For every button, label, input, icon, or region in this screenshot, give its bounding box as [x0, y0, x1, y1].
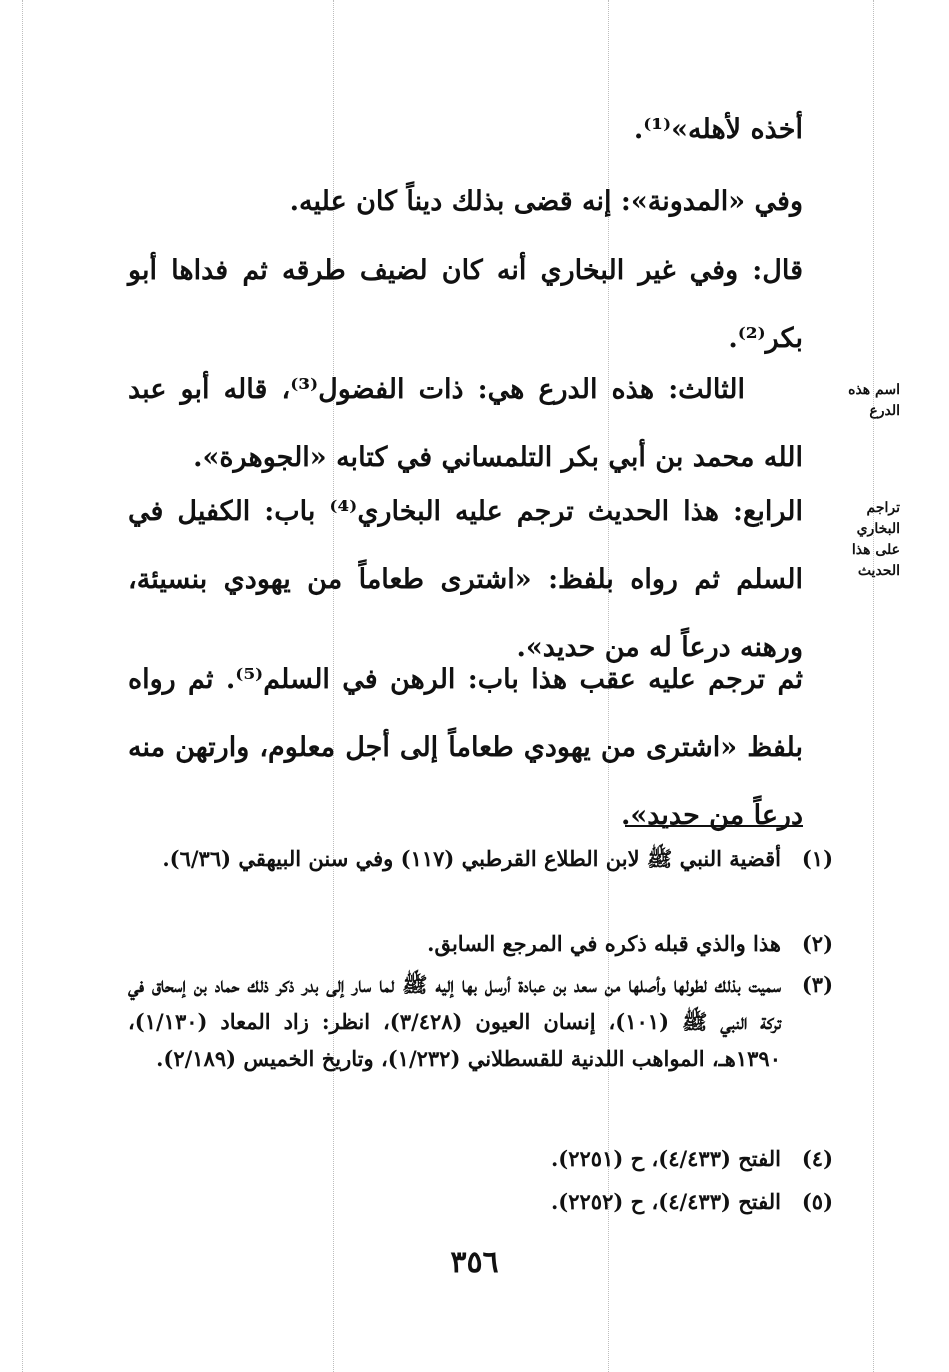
paragraph-4 — [128, 356, 803, 492]
paragraph-4-lead: الثالث: — [668, 374, 745, 405]
side-note-armor-name: اسم هذه الدرع — [848, 382, 900, 419]
footnote-text: هذا والذي قبله ذكره في المرجع السابق. — [427, 931, 781, 956]
footnote-text: أقضية النبي ﷺ لابن الطلاع القرطبي (١١٧) وفي سنن البيهقي (٦/٣٦). — [162, 846, 781, 871]
footnote-text: الفتح (٤/٤٣٣)، ح (٢٢٥٢). — [551, 1189, 781, 1214]
footnote-separator — [625, 825, 803, 827]
footnote-1 — [128, 840, 833, 877]
footnote-text: الفتح (٤/٤٣٣)، ح (٢٢٥١). — [551, 1146, 781, 1171]
footnote-number: (١) — [801, 846, 833, 871]
paragraph-4-text: هذه الدرع هي: ذات الفضول⁽³⁾، قاله أبو عبد الله محمد بن أبي بكر التلمساني في كتابه «الجوهرة». — [128, 374, 803, 473]
footnote-number: (٢) — [801, 931, 833, 956]
paragraph-1: أخذه لأهله»⁽¹⁾. — [633, 114, 803, 145]
footnote-3 — [128, 966, 833, 1077]
scan-guide-line — [873, 0, 874, 1372]
footnote-5 — [128, 1183, 833, 1220]
paragraph-6: ثم ترجم عليه عقب هذا باب: الرهن في السلم⁽⁵⁾. ثم رواه بلفظ «اشترى من يهودي طعاماً إلى أجل معلوم، وارتهن منه درعاً من حديد». — [128, 664, 803, 831]
footnote-text: سميت بذلك لطولها وأصلها من سعد بن عبادة أرسل بها إليه ﷺ لما سار إلى بدر ذكر ذلك حماد بن إسحاق في تركة النبي ﷺ (١٠١)، إنسان العيون (٣/٤٢٨)، انظر: زاد المعاد (١/١٣٠)، ١٣٩٠هـ، المواهب اللدنية للقسطلاني (١/٢٣٢)، وتاريخ الخميس (٢/١٨٩). — [128, 972, 781, 1071]
paragraph-3: قال: وفي غير البخاري أنه كان لضيف طرقه ثم فداها أبو بكر⁽²⁾. — [128, 255, 803, 354]
footnote-4 — [128, 1140, 833, 1177]
footnote-2 — [128, 925, 833, 962]
scan-guide-line — [22, 0, 23, 1372]
footnote-number: (٤) — [801, 1146, 833, 1171]
footnote-number: (٣) — [801, 972, 833, 997]
paragraph-2: وفي «المدونة»: إنه قضى بذلك ديناً كان عليه. — [289, 186, 803, 217]
footnote-number: (٥) — [801, 1189, 833, 1214]
paragraph-5: الرابع: هذا الحديث ترجم عليه البخاري⁽⁴⁾ باب: الكفيل في السلم ثم رواه بلفظ: «اشترى طعاماً من يهودي بنسيئة، ورهنه درعاً له من حديد». — [128, 496, 804, 663]
page-number: ٣٥٦ — [450, 1245, 499, 1280]
side-note-bukhari-chapters: تراجم البخاري على هذا الحديث — [851, 500, 900, 579]
